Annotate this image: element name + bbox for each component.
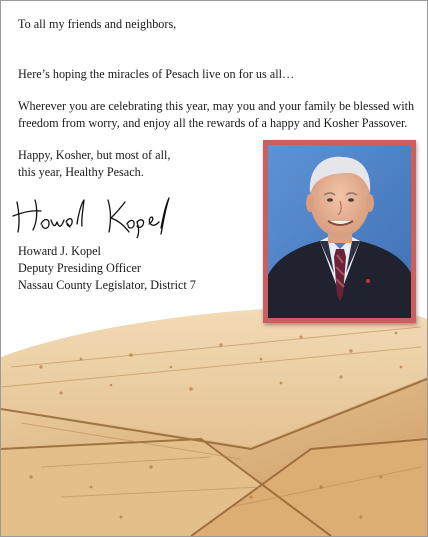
closing-line: Happy, Kosher, but most of all, [18,148,171,162]
portrait-photo [268,145,411,318]
hoping-line: Here’s hoping the miracles of Pesach live on for us all… [18,67,295,81]
signer-block [18,243,196,294]
signer-office: Nassau County Legislator, District 7 [18,278,196,292]
closing-line: this year, Healthy Pesach. [18,165,144,179]
matzah-image [1,297,427,536]
closing [18,147,170,181]
greeting: To all my friends and neighbors, [18,17,177,31]
wish-paragraph [18,98,414,132]
signer-name: Howard J. Kopel [18,244,101,258]
handwritten-signature [11,194,171,238]
paragraph-line: freedom from worry, and enjoy all the rewards of a happy and Kosher Passover. [18,116,408,130]
paragraph-line: Wherever you are celebrating this year, may you and your family be blessed with [18,99,415,113]
portrait-frame [263,140,416,323]
signer-title: Deputy Presiding Officer [18,261,141,275]
